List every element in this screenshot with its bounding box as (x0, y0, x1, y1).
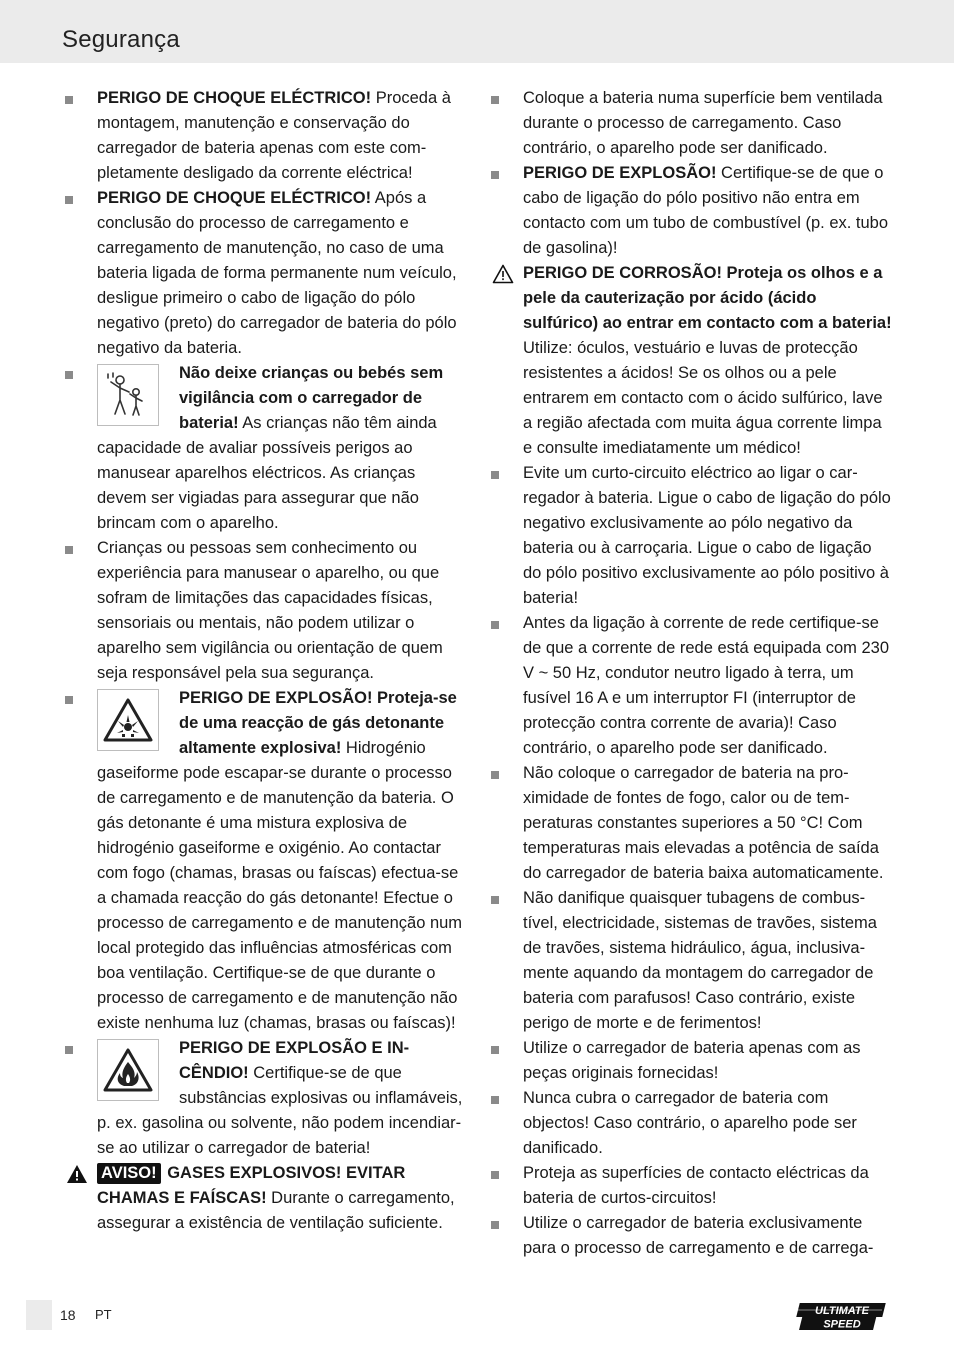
list-item (488, 1086, 892, 1161)
item-text: Crianças ou pessoas sem conhecimento ou experiência para manusear o aparelho, ou que sofram de limitações das capacidades físicas, sensoriais ou mentais, não podem utilizar o aparelho sem vigilância ou orientação de quem seja responsável pela sua segurança. (97, 539, 443, 682)
item-text: As crianças não têm ainda capacidade de avaliar possíveis perigos ao manusear aparelhos eléctricos. As crianças devem ser vigiadas para assegurar que não brincam com o aparelho. (97, 414, 437, 532)
item-text: Evite um curto-circuito eléctrico ao ligar o carregador à bateria. Ligue o cabo de ligação do pólo negativo exclusivamente ao pólo negativo da bateria ou à carroçaria. Ligue o cabo de ligação do pólo positivo exclusivamente ao pólo positivo à bateria! (523, 464, 891, 607)
list-item (488, 1211, 892, 1261)
list-item (62, 1161, 466, 1236)
item-bold: PERIGO DE CHOQUE ELÉCTRICO! (97, 189, 372, 207)
left-column (62, 86, 466, 1236)
right-column (488, 86, 892, 1261)
logo-text-ultimate: ULTIMATE (815, 1305, 869, 1317)
list-item (62, 86, 466, 186)
item-text: Utilize o carregador de bateria exclusivamente para o processo de carregamento e de carrega- (523, 1214, 874, 1257)
page-header (0, 0, 954, 63)
item-text: Nunca cubra o carregador de bateria com objectos! Caso contrário, o aparelho pode ser danificado. (523, 1089, 857, 1157)
item-bold: PERIGO DE EXPLOSÃO E INCÊNDIO! (179, 1039, 410, 1082)
warning-triangle-icon (492, 264, 514, 284)
bullet-icon (491, 621, 499, 629)
item-text: Coloque a bateria numa superfície bem ventilada durante o processo de carregamento. Caso contrário, o aparelho pode ser danificado. (523, 89, 883, 157)
list-item (488, 1161, 892, 1211)
list-item (488, 1036, 892, 1086)
item-bold: Não deixe crianças ou bebés sem vigilância com o carregador de bateria! (179, 364, 444, 432)
list-item (62, 186, 466, 361)
item-text: Hidrogénio gaseiforme pode escapar-se durante o processo de carregamento e de manutenção da bateria. O gás detonante é uma mistura explosiva de hidrogénio gaseiforme e oxigénio. Ao contactar com fogo (chamas, brasas ou faíscas) efectua-se a chamada reacção do gás detonante! Efectue o processo de carregamento e de manutenção num local protegido das influências atmosféricas com boa ventilação. Certifique-se de que durante o processo de carregamento e de manutenção não existe nenhuma luz (chamas, brasas ou faíscas)! (97, 739, 463, 1032)
list-item (62, 1036, 466, 1161)
item-bold: GASES EXPLOSIVOS! EVITAR CHAMAS E FAÍSCAS! (97, 1164, 406, 1207)
bullet-icon (491, 96, 499, 104)
item-text: Após a conclusão do processo de carregamento e carregamento de manutenção, no caso de uma bateria ligada de forma permanente num veículo, desligue primeiro o cabo de ligação do pólo negativo (preto) do carregador de bateria do pólo negativo da bateria. (97, 189, 457, 357)
item-text: Durante o carregamento, assegurar a existência de ventilação suficiente. (97, 1189, 455, 1232)
item-text: Não danifique quaisquer tubagens de combustível, electricidade, sistemas de travões, sistema de travões, sistema hidráulico, água, inclusivamente aquando da montagem do carregador de bateria com parafusos! Caso contrário, existe perigo de morte e de ferimentos! (523, 889, 877, 1032)
warning-triangle-icon (66, 1164, 88, 1184)
page-title: Segurança (62, 26, 180, 53)
list-item (488, 161, 892, 261)
child-supervision-icon (97, 364, 159, 426)
fire-hazard-icon (97, 1039, 159, 1101)
bullet-icon (65, 546, 73, 554)
item-text: Proteja as superfícies de contacto eléctricas da bateria de curtos-circuitos! (523, 1164, 869, 1207)
list-item (62, 686, 466, 1036)
bullet-icon (491, 1046, 499, 1054)
ultimate-speed-logo (792, 1302, 892, 1332)
list-item (488, 261, 892, 461)
bullet-icon (65, 696, 73, 704)
warning-badge: AVISO! (97, 1163, 161, 1184)
list-item (488, 761, 892, 886)
bullet-icon (491, 1171, 499, 1179)
item-text: Antes da ligação à corrente de rede certifique-se de que a corrente de rede está equipada com 230 V ~ 50 Hz, condutor neutro ligado à terra, um fusível 16 A e um interruptor FI (interruptor de protecção contra corrente de avaria)! Caso contrário, o aparelho pode ser danificado. (523, 614, 890, 757)
bullet-icon (491, 896, 499, 904)
item-bold: PERIGO DE EXPLOSÃO! Proteja-se de uma reacção de gás detonante altamente explosiva! (179, 689, 457, 757)
bullet-icon (65, 1046, 73, 1054)
bullet-icon (65, 96, 73, 104)
list-item (488, 461, 892, 611)
bullet-icon (491, 171, 499, 179)
list-item (62, 536, 466, 686)
item-text: Utilize o carregador de bateria apenas com as peças originais fornecidas! (523, 1039, 861, 1082)
bullet-icon (491, 1096, 499, 1104)
item-bold: PERIGO DE CHOQUE ELÉCTRICO! (97, 89, 372, 107)
bullet-icon (491, 471, 499, 479)
bullet-icon (491, 1221, 499, 1229)
language-code: PT (95, 1307, 112, 1322)
explosive-hazard-icon (97, 689, 159, 751)
item-text: Proceda à montagem, manutenção e conservação do carregador de bateria apenas com este completamente desligado da corrente eléctrica! (97, 89, 451, 182)
item-text: Certifique-se de que substâncias explosivas ou inflamáveis, p. ex. gasolina ou solvente, não podem incendiar-se ao utilizar o carregador de bateria! (97, 1064, 463, 1157)
bullet-icon (65, 371, 73, 379)
item-bold: PERIGO DE CORROSÃO! Proteja os olhos e a pele da cauterização por ácido (ácido sulfúrico) ao entrar em contacto com a bateria! (523, 264, 892, 332)
item-text: Utilize: óculos, vestuário e luvas de protecção resistentes a ácidos! Se os olhos ou a pele entrarem em contacto com o ácido sulfúrico, lave a região afectada com muita água corrente limpa e consulte imediatamente um médico! (523, 339, 883, 457)
footer-tab (26, 1300, 52, 1330)
list-item (488, 886, 892, 1036)
logo-text-speed: SPEED (823, 1318, 861, 1331)
bullet-icon (491, 771, 499, 779)
item-text: Não coloque o carregador de bateria na proximidade de fontes de fogo, calor ou de temperaturas constantes superiores a 50 °C! Com temperaturas mais elevadas a potência de saída do carregador de bateria baixa automaticamente. (523, 764, 884, 882)
item-text: Certifique-se de que o cabo de ligação do pólo positivo não entra em contacto com um tubo de combustível (p. ex. tubo de gasolina)! (523, 164, 889, 257)
item-bold: PERIGO DE EXPLOSÃO! (523, 164, 717, 182)
list-item (62, 361, 466, 536)
list-item (488, 611, 892, 761)
list-item (488, 86, 892, 161)
bullet-icon (65, 196, 73, 204)
page-number: 18 (60, 1307, 76, 1323)
